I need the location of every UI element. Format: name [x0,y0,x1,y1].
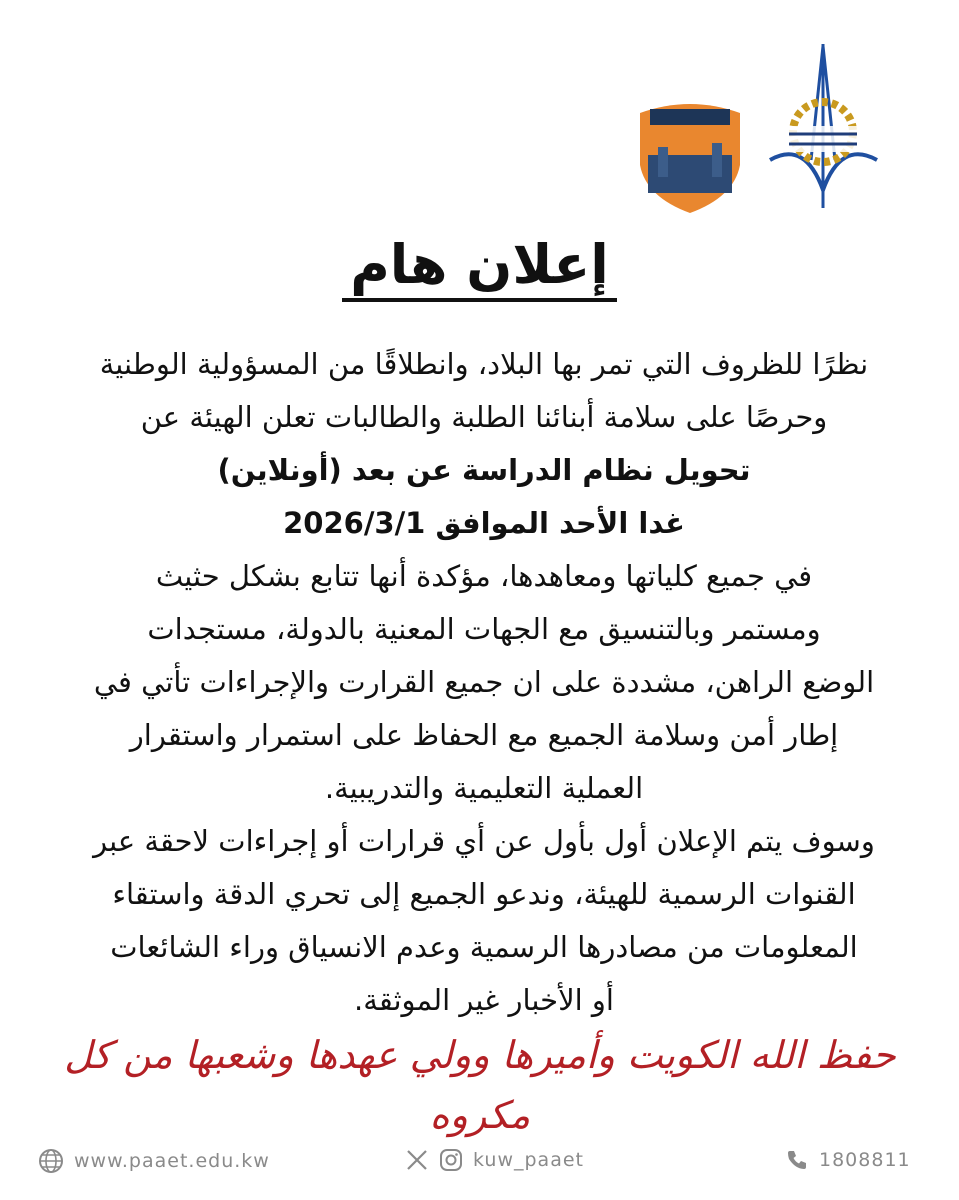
instagram-icon [439,1148,463,1172]
body-line: وحرصًا على سلامة أبنائنا الطلبة والطالبات تعلن الهيئة عن [140,400,828,434]
body-line: وسوف يتم الإعلان أول بأول عن أي قرارات أو إجراءات لاحقة عبر [93,824,875,858]
footer [0,1140,959,1190]
highlight-online-study: تحويل نظام الدراسة عن بعد (أونلاين) [217,453,751,487]
footer-phone[interactable] [785,1148,911,1172]
footer-website[interactable] [38,1148,270,1174]
body-line: أو الأخبار غير الموثقة. [354,983,614,1017]
body-line: ومستمر وبالتنسيق مع الجهات المعنية بالدولة، مستجدات [147,612,821,646]
phone-icon [785,1148,809,1172]
announcement-title: إعلان هام [342,232,617,302]
website-label: www.paaet.edu.kw [74,1150,270,1172]
phone-number: 1808811 [819,1149,911,1171]
prayer-text: حفظ الله الكويت وأميرها وولي عهدها وشعبها من كل مكروه [64,1033,896,1137]
footer-social[interactable] [405,1148,584,1172]
body-line: في جميع كلياتها ومعاهدها، مؤكدة أنها تتابع بشكل حثيث [155,559,813,593]
body-line: المعلومات من مصادرها الرسمية وعدم الانسياق وراء الشائعات [110,930,858,964]
x-icon [405,1148,429,1172]
body-line: الوضع الراهن، مشددة على ان جميع القرارت والإجراءات تأتي في [93,665,875,699]
announcement-body [80,338,888,1027]
body-line: إطار أمن وسلامة الجميع مع الحفاظ على استمرار واستقرار [129,718,839,752]
social-handle: kuw_paaet [473,1149,584,1171]
body-line: العملية التعليمية والتدريبية. [324,771,644,805]
announcement-title-wrap [0,232,959,302]
logos-row [600,40,880,220]
body-line: القنوات الرسمية للهيئة، وندعو الجميع إلى تحري الدقة واستقاء [112,877,856,911]
highlight-date: غدا الأحد الموافق 2026/3/1 [283,506,685,540]
body-line: نظرًا للظروف التي تمر بها البلاد، وانطلاقًا من المسؤولية الوطنية [99,347,869,381]
mostaqbal-shield-logo [630,95,750,215]
paaet-logo [765,40,880,210]
globe-icon [38,1148,64,1174]
